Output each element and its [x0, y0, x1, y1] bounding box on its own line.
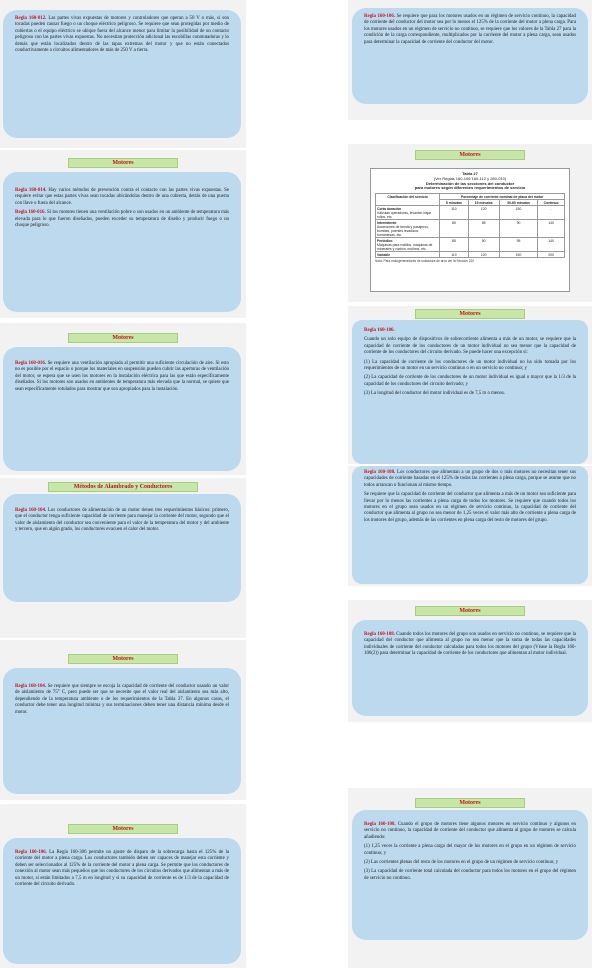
paragraph	[15, 850, 229, 888]
paragraph	[364, 14, 576, 46]
table-27-image	[370, 168, 570, 292]
table-cell: 150	[499, 206, 537, 220]
rule-text: Cuando el grupo de motores tiene algunos motores en servicio continuo y algunos en servicio no continuo, la capacidad de corriente del conductor que alimenta al grupo de motores se calcula añadiendo:	[364, 822, 577, 840]
paragraph	[364, 822, 576, 841]
rule-text: (1) La capacidad de corriente de los conductores de un motor individual no ha sido tomada por los requerimientos de un motor en un servicio continuo o en un servicio no continuo; y	[364, 359, 576, 371]
table-cell: 90	[499, 220, 537, 238]
col-header: 30-60 minutos	[499, 200, 537, 206]
row-desc: Máquinas para rodillos, máquinas de minerales y carbón, molinos, etc.	[377, 242, 433, 251]
paragraph	[364, 328, 576, 334]
slide-title: Motores	[415, 150, 525, 160]
rule-text: (3) La longitud del conductor del motor individual es de 7,5 m o menos.	[364, 391, 506, 396]
paragraph	[15, 188, 229, 207]
row-name: Corta duración	[377, 206, 402, 211]
slide-title: Motores	[68, 654, 178, 664]
content-card	[352, 620, 588, 716]
table-row	[376, 238, 565, 252]
paragraph	[364, 470, 576, 489]
table-cell: 120	[468, 252, 499, 258]
row-label	[376, 220, 440, 238]
rule-label: Regla 160-108.	[364, 632, 395, 637]
rule-label: Regla 160-106.	[364, 14, 395, 19]
slide-left-6	[0, 804, 246, 968]
table-row	[376, 252, 565, 258]
content-card	[352, 466, 588, 584]
rule-label: Regla 160-012.	[15, 16, 47, 21]
paragraph	[364, 337, 576, 356]
col-header: Clasificación del servicio	[376, 194, 440, 206]
table-cell: 85	[468, 220, 499, 238]
content-card	[352, 320, 588, 464]
table-cell: 120	[468, 206, 499, 220]
slide-right-5	[348, 600, 592, 722]
rule-label: Regla 160-016.	[15, 361, 47, 366]
table-cell: 110	[440, 252, 468, 258]
table-row	[376, 206, 565, 220]
rule-text: Se requiere que siempre se escoja la capacidad de corriente del conductor usando un valor de aislamiento de 75° C, pero puede ser que se necesite que el valor real del aislamiento sea más alto, dependiendo de la temperatura ambiente o de los requerimientos de la Tabla 37. En algunos casos, el conductor debe tener una longitud mínima y sus terminaciones deben tener una distancia mínima desde el motor.	[15, 684, 229, 715]
rule-text: La Regla 160-306 permite un ajuste de disparo de la sobrecarga hasta el 125% de la corriente del motor a plena carga. Los conductores también deben ser capaces de manejar esta corriente y deben ser seleccionados al 125% de la corriente del motor a plena carga. Se permite que los conductores de conexión al motor sean más pequeños que los conductores de los circuitos derivados que alimentan a más de un motor, si están limitados a 7,5 m en longitud y si su capacidad de corriente es de 1/3 de la capacidad de corriente del circuito derivado.	[15, 850, 230, 887]
row-label	[376, 206, 440, 220]
rule-text: Hay varios métodos de prevención contra el contacto con las partes vivas expuestas. Se requiere evitar que estas partes vivas sean tocadas ubicándolas dentro de una cubierta, detrás de una puerta con llave o fuera del alcance.	[15, 188, 229, 206]
paragraph	[364, 632, 576, 658]
rule-text: (2) Las corrientes plenas del resto de los motores en el grupo de un régimen de servicio continuo; y	[364, 859, 559, 865]
content-card	[352, 8, 588, 104]
table-title: Tabla 27	[462, 171, 478, 176]
slide-right-6	[348, 788, 592, 968]
paragraph	[364, 869, 576, 882]
col-group-header: Porcentaje de corriente nominal de placa del motor	[440, 194, 565, 200]
col-header: Continuo	[538, 200, 565, 206]
table-note: Nota: Para motogeneradores de soldadura de arco ver la Sección 220	[375, 259, 475, 264]
paragraph	[15, 16, 229, 54]
rule-text: Las partes vivas expuestas de motores y controladores que operan a 50 V o más, si son tocadas pueden causar fuego o un choque eléctrico peligroso. Se requiere que sean protegidas por medio de cubiertas o el equipo eléctrico se ubique fuera del alcance menor para limitar la posibilidad de un contacto peligroso con las partes vivas expuestas. No necesitan protección adicional las escobillas conmutadoras y lo demás que están localizados dentro de las tapas extremas del motor y que no están conectados conductivamente a circuitos alimentadores de más de 250 V a tierra.	[15, 16, 229, 53]
rule-text: Cuando un solo equipo de dispositivos de sobrecorriente alimenta a más de un motor, se requiere que la capacidad de corriente de los conductores de un motor individual no sea menor que la capacidad de corriente de los conductores del circuito derivado. Se puede hacer una excepción si:	[364, 337, 576, 356]
rule-text: Se requiere una ventilación apropiada al permitir una suficiente circulación de aire. Si esto no es posible por el espacio o porque los materiales en suspensión pueden cubrir las aperturas de ventilación del motor, se espera que se usen los motores en la instalación eléctrica para las que están específicamente diseñados. Si los motores son usados en ambientes de temperatura más elevada que la normal, se quiere que sean específicamente rotulados para mostrar que son apropiados para la instalación.	[15, 361, 229, 392]
slide-title: Motores	[415, 309, 525, 319]
table-heading: Determinación de las secciones del conductor	[425, 180, 515, 186]
row-desc: Válvulas operadoras, levantar, bajar rollos, etc.	[377, 210, 432, 219]
content-card	[3, 668, 241, 794]
content-card	[352, 810, 588, 940]
rule-label: Regla 160-014.	[15, 188, 47, 193]
rule-text: Se requiere que la capacidad de corriente del conductor que alimenta a más de un motor sea suficiente para llevar por lo menos las corrientes a plena carga de todos los motores. Se requiere que cuando todos los motores en el grupo sean usados en un régimen de servicio continuo, la capacidad de corriente del conductor que alimenta al grupo no sea menor de 1,25 veces el valor más alto de corriente a plena carga de los motores del grupo, además de las corrientes en plena carga del resto de motores del grupo.	[364, 492, 576, 523]
paragraph	[15, 684, 229, 716]
table-cell: 95	[499, 238, 537, 252]
row-label	[376, 238, 440, 252]
table-cell: 140	[538, 238, 565, 252]
slide-title: Métodos de Alambrado y Conductores	[48, 482, 198, 492]
rule-text: Si los motores tienen una ventilación pobre o son usados en un ambiente de temperatura más elevada para lo que fueron diseñados, pueden exceder su temperatura de diseño y producir fuego o un choque peligroso.	[15, 210, 229, 228]
paragraph	[15, 361, 229, 393]
rule-label: Regla 160-108.	[364, 822, 396, 827]
table-cell: -	[538, 206, 565, 220]
rule-label: Regla 160-106.	[364, 328, 395, 333]
slide-left-3	[0, 323, 246, 475]
rule-label: Regla 160-106.	[15, 850, 47, 855]
rule-text: (1) 1,25 veces la corriente a plena carga del mayor de los motores en el grupo en un régimen de servicio continuo; y	[364, 844, 576, 856]
paragraph	[364, 844, 576, 857]
paragraph	[15, 210, 229, 229]
table-cell: 110	[440, 206, 468, 220]
rule-text: (3) La capacidad de corriente total calculada del conductor para todos los motores en el grupo del régimen de servicio no continuo.	[364, 869, 576, 881]
table-row	[376, 220, 565, 238]
paragraph	[364, 391, 576, 397]
rule-text: Se requiere que para los motores usados en un régimen de servicio continuo, la capacidad de corriente del conductor del motor sea por lo menos el 125% de la corriente del motor a plena carga. Para los motores usados en un régimen de servicio no continuo, se requiere que los valores de la Tabla 27 para la condición de la carga correspondiente, multiplicados por la corriente del motor a plena carga, sean usados para determinar la capacidad de corriente del conductor del motor.	[364, 14, 576, 45]
row-name: Intermitente	[377, 220, 397, 225]
table-subtitle: (Ver Reglas 160-106 160-112 y 280-010)	[433, 175, 507, 181]
table-cell: 150	[499, 252, 537, 258]
paragraph	[364, 492, 576, 524]
table-cell: 140	[538, 220, 565, 238]
content-card	[3, 172, 241, 312]
rule-text: Cuando todos los motores del grupo son usados en servicio no continuo, se requiere que la capacidad del conductor que alimenta al grupo no sea menor que la suma de todas las capacidades individuales de corriente del conductor calculadas para todos los motores del grupo (Véase la Regla 160-106(2)) para determinar la capacidad de corriente de los conductores que alimentan al motor individual.	[364, 632, 576, 657]
slide-right-4	[348, 466, 592, 586]
table-cell: 85	[440, 220, 468, 238]
slide-right-2	[348, 144, 592, 302]
rule-label: Regla 160-016.	[15, 210, 46, 216]
content-card	[3, 347, 241, 471]
rule-text: (2) La capacidad de corriente de los conductores de un motor individual es igual o mayor que la 1/3 de la capacidad de los conductores del circuito derivado; y	[364, 375, 576, 387]
paragraph	[364, 375, 576, 388]
slide-right-3	[348, 306, 592, 464]
col-header: 5 minutos	[440, 200, 468, 206]
table-cell: 85	[440, 238, 468, 252]
slide-title: Motores	[68, 158, 178, 168]
slide-left-5	[0, 640, 246, 800]
slide-left-2	[0, 150, 246, 318]
row-name: Variable	[377, 252, 391, 257]
slide-left-1	[0, 0, 246, 148]
slide-right-1	[348, 0, 592, 120]
slide-title: Motores	[415, 798, 525, 808]
row-desc: Ascensores de tienda y pasajeros, bombas, puentes levadizos, tornamesas, etc.	[377, 224, 429, 237]
col-header: 15 minutos	[468, 200, 499, 206]
paragraph	[15, 508, 229, 534]
paragraph	[364, 860, 576, 866]
table-cell: 90	[468, 238, 499, 252]
rule-label: Regla 160-108.	[364, 470, 396, 475]
duty-table	[375, 193, 565, 258]
slide-left-4	[0, 478, 246, 638]
table-heading: para motores según diferentes requerimientos de servicio	[414, 185, 526, 191]
slide-title: Motores	[68, 333, 178, 343]
rule-label: Regla 160-104.	[15, 684, 47, 689]
content-card	[3, 10, 241, 138]
row-label	[376, 252, 440, 258]
paragraph	[364, 360, 576, 373]
content-card	[3, 494, 241, 602]
content-card	[3, 838, 241, 964]
row-name: Periódico	[377, 238, 393, 243]
rule-text: Los conductores de alimentación de un motor tienen tres requerimientos básicos: primero, que el conductor tenga suficiente capacidad de corriente para manejar la corriente del motor, segundo que el valor de aislamiento del conductor sea conveniente para el valor de la temperatura del motor y del ambiente y tercero, que en algún grado, los conductores evacuen el calor del motor.	[15, 508, 229, 533]
slide-title: Motores	[415, 606, 525, 616]
table-cell: 200	[538, 252, 565, 258]
rule-text: Los conductores que alimentan a un grupo de dos o más motores no necesitan tener sus capacidades de corriente basadas en el 125% de todas las corrientes a plena carga, porque se asume que no todos arrancan o funcionan al mismo tiempo.	[364, 470, 576, 488]
slide-title: Motores	[68, 824, 178, 834]
rule-label: Regla 160-104.	[15, 508, 47, 513]
